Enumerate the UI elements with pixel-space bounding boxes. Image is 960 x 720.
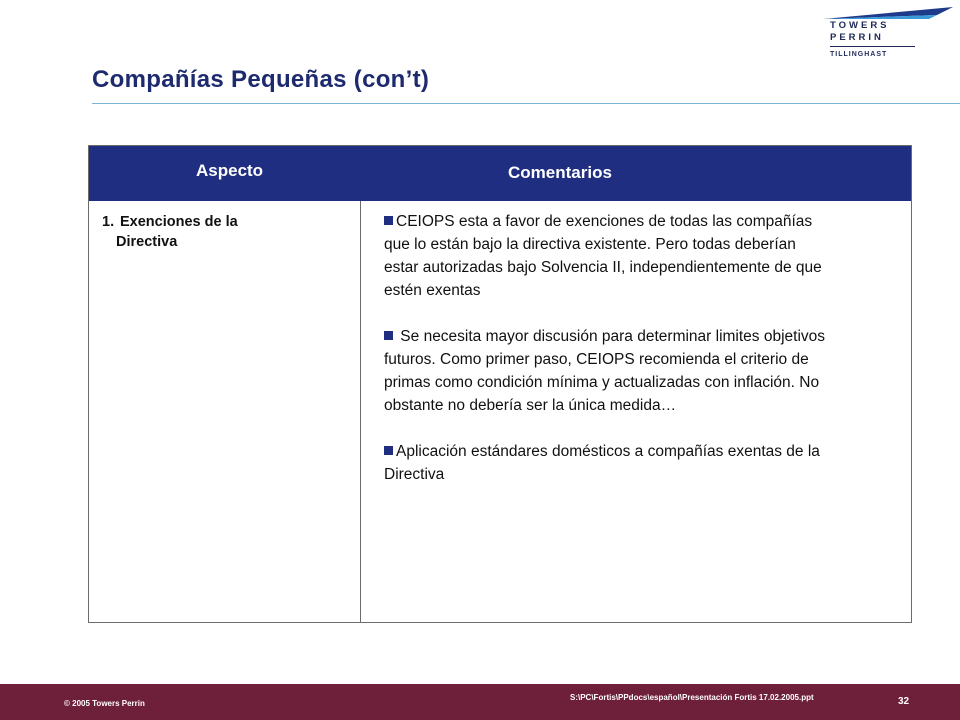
comment-bullet — [384, 210, 914, 302]
column-divider — [360, 201, 361, 623]
aspect-line-2: Directiva — [116, 234, 178, 250]
aspect-line-1: Exenciones de la — [120, 214, 238, 230]
square-bullet-icon — [384, 446, 393, 455]
aspect-number: 1. — [102, 214, 115, 230]
footer-copyright: © 2005 Towers Perrin — [64, 699, 145, 708]
footer-bar — [0, 684, 960, 720]
comment-bullet — [384, 440, 914, 486]
header-aspecto: Aspecto — [196, 161, 264, 180]
aspect-comments-table — [88, 145, 912, 623]
table-header — [89, 146, 911, 201]
comment-line: obstante no debería ser la única medida… — [384, 397, 677, 414]
comments-cell — [384, 210, 914, 509]
page-number: 32 — [898, 696, 910, 707]
logo-text-perrin: PERRIN — [830, 32, 884, 43]
comment-line: Se necesita mayor discusión para determinar limites objetivos — [396, 328, 826, 345]
comment-bullet — [384, 325, 914, 417]
comment-line: Aplicación estándares domésticos a compañías exentas de la — [396, 443, 820, 460]
square-bullet-icon — [384, 216, 393, 225]
comment-line: futuros. Como primer paso, CEIOPS recomienda el criterio de — [384, 351, 809, 368]
logo-text-towers: TOWERS — [830, 20, 890, 31]
square-bullet-icon — [384, 331, 393, 340]
comment-line: estar autorizadas bajo Solvencia II, independientemente de que — [384, 259, 822, 276]
page-title: Compañías Pequeñas (con’t) — [92, 66, 430, 93]
header-comentarios: Comentarios — [508, 163, 612, 182]
comment-line: Directiva — [384, 466, 445, 483]
comment-line: CEIOPS esta a favor de exenciones de todas las compañías — [396, 213, 813, 230]
comment-line: que lo están bajo la directiva existente. Pero todas deberían — [384, 236, 796, 253]
title-divider — [92, 103, 960, 104]
aspect-cell — [102, 212, 352, 252]
comment-line: primas como condición mínima y actualizadas con inflación. No — [384, 374, 820, 391]
logo-text-tillinghast: TILLINGHAST — [830, 51, 888, 58]
logo-divider — [830, 46, 915, 47]
comment-line: estén exentas — [384, 282, 481, 299]
footer-file-path: S:\PC\Fortis\PPdocs\español\Presentación Fortis 17.02.2005.ppt — [570, 693, 814, 702]
